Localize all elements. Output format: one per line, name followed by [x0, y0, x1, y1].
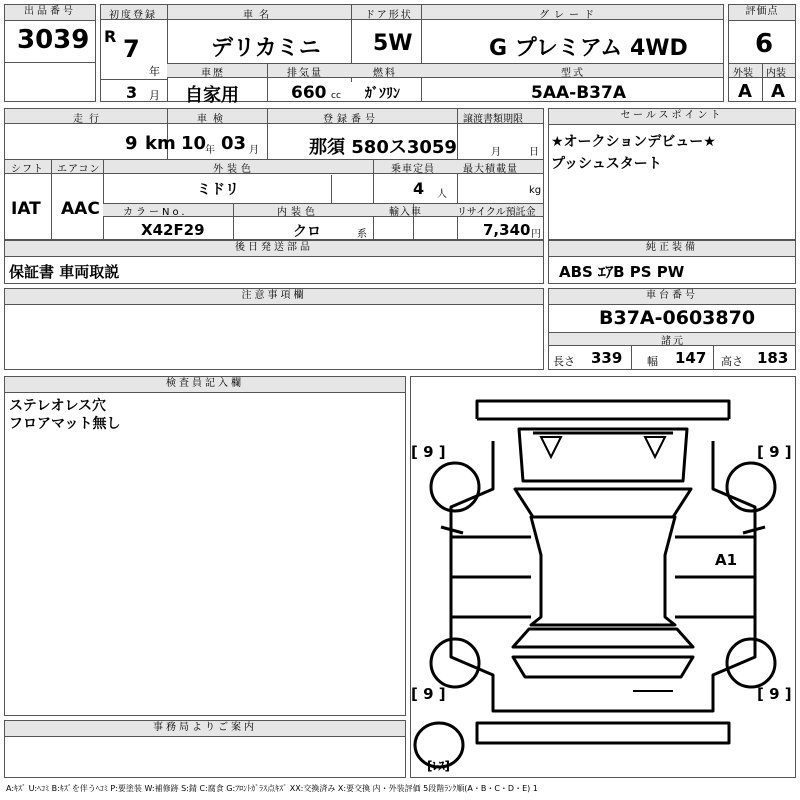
equipment-box: [548, 240, 796, 284]
door-type: 5W: [373, 31, 413, 56]
chassis-value: B37A-0603870: [599, 307, 756, 329]
exterior-grade: A: [738, 81, 752, 102]
displacement-unit: cc: [331, 91, 341, 101]
interior-color-suffix: 系: [357, 229, 367, 240]
import-label: 輸入車: [389, 207, 422, 218]
history-value: 自家用: [185, 85, 239, 106]
first-reg-month: 3: [126, 83, 138, 102]
grade-value: G プレミアム 4WD: [489, 36, 688, 61]
inspection-month-unit: 月: [249, 145, 259, 156]
deadline-label: 譲渡書類期限: [463, 114, 523, 125]
deadline-month-unit: 月: [491, 147, 501, 158]
chassis-box: [548, 288, 796, 370]
mileage-unit: km: [145, 133, 176, 154]
history-label: 車歴: [201, 68, 225, 79]
later-parts-value: 保証書 車両取説: [9, 263, 120, 281]
later-parts-box: [4, 240, 544, 284]
model-label: 型式: [561, 68, 585, 79]
tire-fl: [ 9 ]: [411, 443, 446, 461]
door-label: ドア形状: [365, 10, 413, 21]
max-load-label: 最大積載量: [463, 164, 518, 175]
width-label: 幅: [647, 355, 658, 368]
capacity-label: 乗車定員: [391, 164, 435, 175]
length-value: 339: [591, 349, 623, 367]
color-no-label: カラーNo.: [123, 207, 188, 218]
car-name: デリカミニ: [211, 36, 321, 61]
tire-fr: [ 9 ]: [757, 443, 792, 461]
interior-grade: A: [771, 81, 785, 102]
inspection-month: 03: [221, 133, 247, 154]
lot-label: 出品番号: [5, 5, 95, 21]
grade-label: グレード: [539, 10, 599, 21]
inspector-line-1: ステレオレス穴: [9, 398, 107, 414]
dimensions-label: 諸元: [661, 336, 685, 347]
recycle-label: リサイクル預託金: [457, 207, 536, 218]
interior-grade-label: 内装: [766, 68, 786, 79]
max-load-unit: kg: [529, 185, 542, 196]
inspector-label: 検査員記入欄: [5, 377, 405, 393]
inspector-line-2: フロアマット無し: [9, 416, 121, 432]
legend-text: A:ｷｽﾞ U:ﾍｺﾐ B:ｷｽﾞを伴うﾍｺﾐ P:要塗装 W:補修跡 S:錆 C:腐食 G:ﾌﾛﾝﾄｶﾞﾗｽ点ｷｽﾞ XX:交換済み X:要交換 内・外装評価 5段階ﾗﾝｸ順(A・B・C・D・E) 1: [6, 784, 538, 793]
lot-number: 3039: [17, 25, 90, 55]
displacement-value: 660: [291, 83, 327, 103]
office-box: [4, 720, 406, 778]
exterior-color-value: ミドリ: [197, 182, 239, 198]
plate-value: 那須 580ス3059: [309, 137, 457, 158]
mileage-label: 走行: [73, 114, 105, 125]
interior-color-label: 内装色: [277, 207, 319, 218]
capacity-unit: 人: [437, 189, 447, 200]
exterior-color-label: 外装色: [213, 164, 255, 175]
first-reg-year-unit: 年: [149, 65, 160, 78]
notes-label: 注意事項欄: [5, 289, 543, 305]
first-reg-year: 7: [123, 35, 140, 63]
aircon-label: エアコン: [57, 164, 101, 175]
deadline-day-unit: 日: [529, 147, 539, 158]
sales-point-line-1: ★オークションデビュー★: [551, 134, 716, 150]
lot-box: [4, 4, 96, 102]
tire-rl: [ 9 ]: [411, 685, 446, 703]
fuel-label: 燃料: [373, 68, 397, 79]
sales-point-line-2: プッシュスタート: [551, 156, 662, 172]
recycle-value: 7,340: [483, 221, 531, 239]
inspector-box: [4, 376, 406, 716]
height-label: 高さ: [721, 355, 743, 368]
first-reg-era: R: [104, 27, 117, 46]
damage-mark-a1: A1: [715, 551, 738, 569]
width-value: 147: [675, 349, 707, 367]
equipment-value: ABS ｴｱB PS PW: [559, 263, 685, 281]
exterior-grade-label: 外装: [733, 68, 753, 79]
interior-color-value: クロ: [293, 224, 321, 240]
color-no-value: X42F29: [141, 221, 205, 239]
mileage-value: 9: [125, 133, 138, 154]
vehicle-header-box: [100, 4, 724, 106]
height-value: 183: [757, 349, 789, 367]
chassis-label: 車台番号: [549, 289, 795, 305]
later-parts-label: 後日発送部品: [5, 241, 543, 257]
capacity-value: 4: [413, 179, 425, 198]
car-body-diagram: [411, 377, 795, 777]
score-label: 評価点: [729, 5, 795, 21]
length-label: 長さ: [553, 355, 575, 368]
inspection-year: 10: [181, 133, 207, 154]
plate-label: 登録番号: [323, 114, 379, 125]
tire-rr: [ 9 ]: [757, 685, 792, 703]
spare-tire-label: [ﾚｽ]: [427, 759, 450, 773]
shift-value: IAT: [11, 199, 41, 219]
aircon-value: AAC: [61, 199, 100, 219]
car-diagram-box: [410, 376, 796, 778]
sales-point-box: [548, 108, 796, 240]
score-box: [728, 4, 796, 102]
shift-label: シフト: [11, 164, 44, 175]
inspection-label: 車検: [197, 114, 229, 125]
notes-box: [4, 288, 544, 370]
first-reg-label: 初度登録: [109, 10, 157, 21]
details-box: [4, 108, 544, 240]
recycle-unit: 円: [531, 229, 541, 240]
first-reg-month-unit: 月: [149, 89, 160, 102]
car-name-label: 車名: [243, 10, 275, 21]
inspection-year-unit: 年: [205, 145, 215, 156]
equipment-label: 純正装備: [549, 241, 795, 257]
sales-point-label: セールスポイント: [549, 109, 795, 125]
displacement-label: 排気量: [287, 68, 323, 79]
score-value: 6: [755, 29, 774, 59]
office-label: 事務局よりご案内: [5, 721, 405, 737]
model-value: 5AA-B37A: [531, 83, 626, 103]
fuel-value: ｶﾞｿﾘﾝ: [365, 86, 400, 102]
